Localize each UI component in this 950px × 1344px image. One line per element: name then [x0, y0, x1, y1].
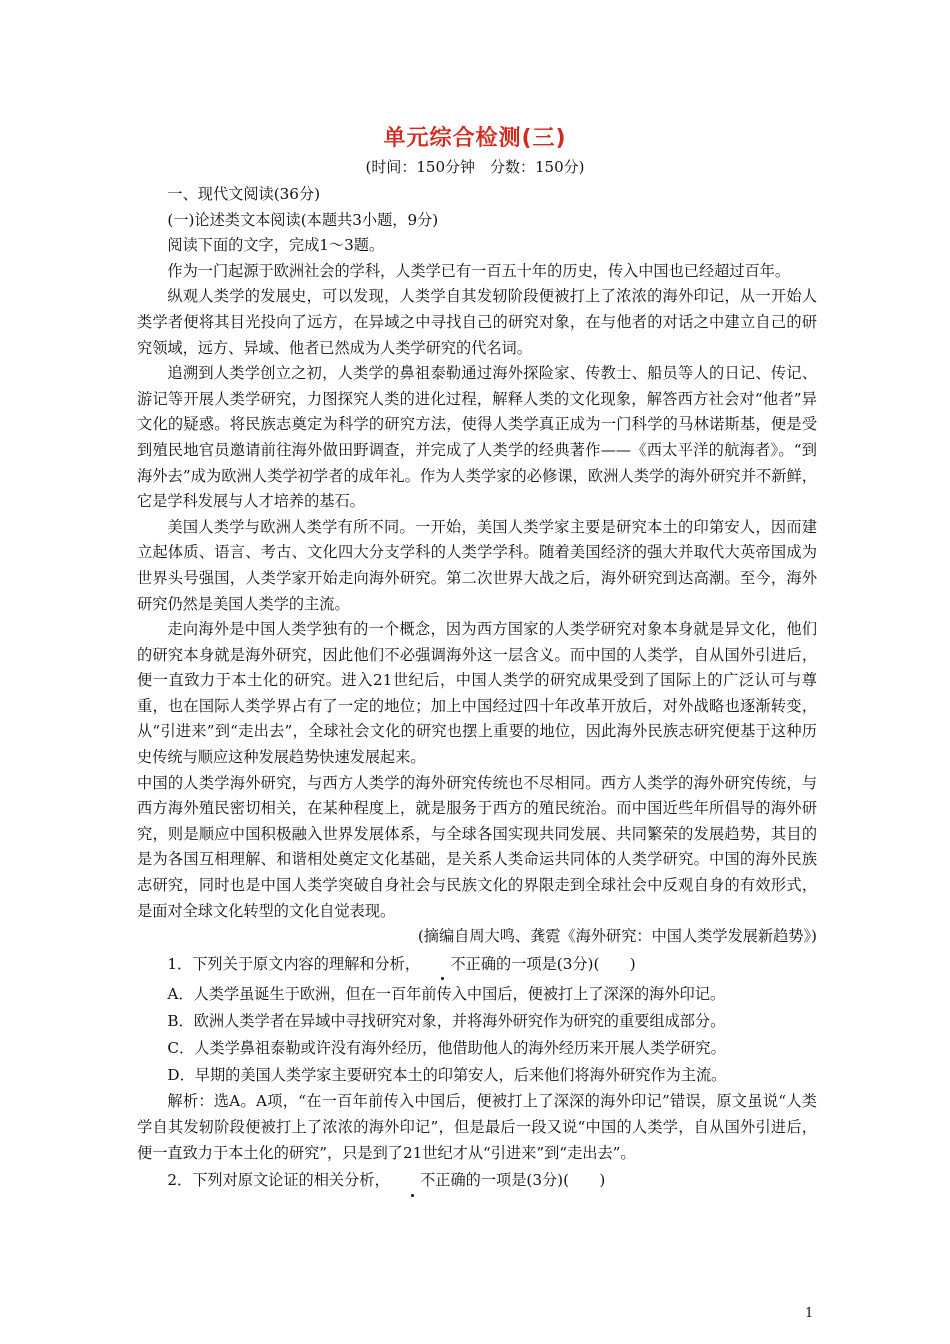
- question-2-stem: [137, 1168, 817, 1194]
- article-source: (摘编自周大鸣、龚霓《海外研究：中国人类学发展新趋势》): [417, 927, 817, 946]
- article-paragraph-4: 美国人类学与欧洲人类学有所不同。一开始，美国人类学家主要是研究本土的印第安人，因而建立起体质、语言、考古、文化四大分支学科的人类学学科。随着美国经济的强大并取代大英帝国成为世界头号强国，人类学家开始走向海外研究。第二次世界大战之后，海外研究到达高潮。至今，海外研究仍然是美国人类学的主流。: [137, 517, 817, 613]
- question-1-analysis: 解析：选A。A项，“在一百年前传入中国后，便被打上了深深的海外印记”错误，原文虽说“人类学自其发轫阶段便被打上了浓浓的海外印记”，但是最后一段又说“中国的人类学，自从国外引进后，便一直致力于本土化的研究”，只是到了21世纪才从“引进来”到“走出去”。: [137, 1092, 817, 1162]
- instruction: 阅读下面的文字，完成1～3题。: [167, 236, 385, 255]
- section-heading: 一、现代文阅读(36分): [167, 185, 321, 203]
- question-1-option-d: D．早期的美国人类学家主要研究本土的印第安人，后来他们将海外研究作为主流。: [167, 1066, 727, 1085]
- question-1-option-b: B．欧洲人类学者在异域中寻找研究对象，并将海外研究作为研究的重要组成部分。: [167, 1012, 726, 1031]
- article-paragraph-6: 中国的人类学海外研究，与西方人类学的海外研究传统也不尽相同。西方人类学的海外研究传统，与西方海外殖民密切相关，在某种程度上，就是服务于西方的殖民统治。而中国近些年所倡导的海外研究，则是顺应中国积极融入世界发展体系，与全球各国实现共同发展、共同繁荣的发展趋势，其目的是为各国互相理解、和谐相处奠定文化基础，是关系人类命运共同体的人类学研究。中国的海外民族志研究，同时也是中国人类学突破自身社会与民族文化的界限走到全球社会中反观自身的有效形式，是面对全球文化转型的文化自觉表现。: [137, 773, 817, 920]
- page-title: 单元综合检测(三): [383, 126, 567, 151]
- exam-meta: (时间：150分钟 分数：150分): [365, 158, 585, 176]
- question-1-stem: [137, 952, 817, 978]
- question-2-suffix: 正确的一项是(3分)( ): [435, 1171, 606, 1190]
- question-1-suffix: 正确的一项是(3分)( ): [465, 954, 636, 973]
- question-1-option-a: A．人类学虽诞生于欧洲，但在一百年前传入中国后，便被打上了深深的海外印记。: [167, 985, 726, 1004]
- article-paragraph-3: 追溯到人类学创立之初，人类学的鼻祖泰勒通过海外探险家、传教士、船员等人的日记、传记、游记等开展人类学研究，力图探究人类的进化过程，解释人类的文化现象，解答西方社会对“他者”异文化的疑惑。将民族志奠定为科学的研究方法，使得人类学真正成为一门科学的马林诺斯基，便是受到殖民地官员邀请前往海外做田野调查，并完成了人类学的经典著作——《西太平洋的航海者》。“到海外去”成为欧洲人类学初学者的成年礼。作为人类学家的必修课，欧洲人类学的海外研究并不新鲜，它是学科发展与人才培养的基石。: [137, 364, 817, 511]
- question-2-prefix: 2．下列对原文论证的相关分析，: [167, 1171, 390, 1190]
- section-subheading: (一)论述类文本阅读(本题共3小题，9分): [167, 210, 439, 229]
- emphasis-dot-char: 不: [420, 952, 466, 978]
- article-paragraph-1: 作为一门起源于欧洲社会的学科，人类学已有一百五十年的历史，传入中国也已经超过百年。: [167, 261, 791, 280]
- question-1-option-c: C．人类学鼻祖泰勒或许没有海外经历，他借助他人的海外经历来开展人类学研究。: [167, 1039, 726, 1058]
- article-paragraph-5: 走向海外是中国人类学独有的一个概念，因为西方国家的人类学研究对象本身就是异文化，他们的研究本身就是海外研究，因此他们不必强调海外这一层含义。而中国的人类学，自从国外引进后，便一直致力于本土化的研究。进入21世纪后，中国人类学的研究成果受到了国际上的广泛认可与尊重，也在国际人类学界占有了一定的地位；加上中国经过四十年改革开放后，对外战略也逐渐转变，从“引进来”到“走出去”，全球社会文化的研究也摆上重要的地位，因此海外民族志研究便基于这种历史传统与顺应这种发展趋势快速发展起来。: [137, 620, 817, 767]
- page-number: 1: [805, 1306, 814, 1321]
- document-body: [137, 182, 817, 1194]
- question-1-prefix: 1．下列关于原文内容的理解和分析，: [167, 954, 421, 973]
- article-paragraph-2: 纵观人类学的发展史，可以发现，人类学自其发轫阶段便被打上了浓浓的海外印记，从一开始人类学者便将其目光投向了远方，在异域之中寻找自己的研究对象，在与他者的对话之中建立自己的研究领域，远方、异域、他者已然成为人类学研究的代名词。: [137, 287, 817, 357]
- emphasis-dot-char: 不: [390, 1168, 436, 1194]
